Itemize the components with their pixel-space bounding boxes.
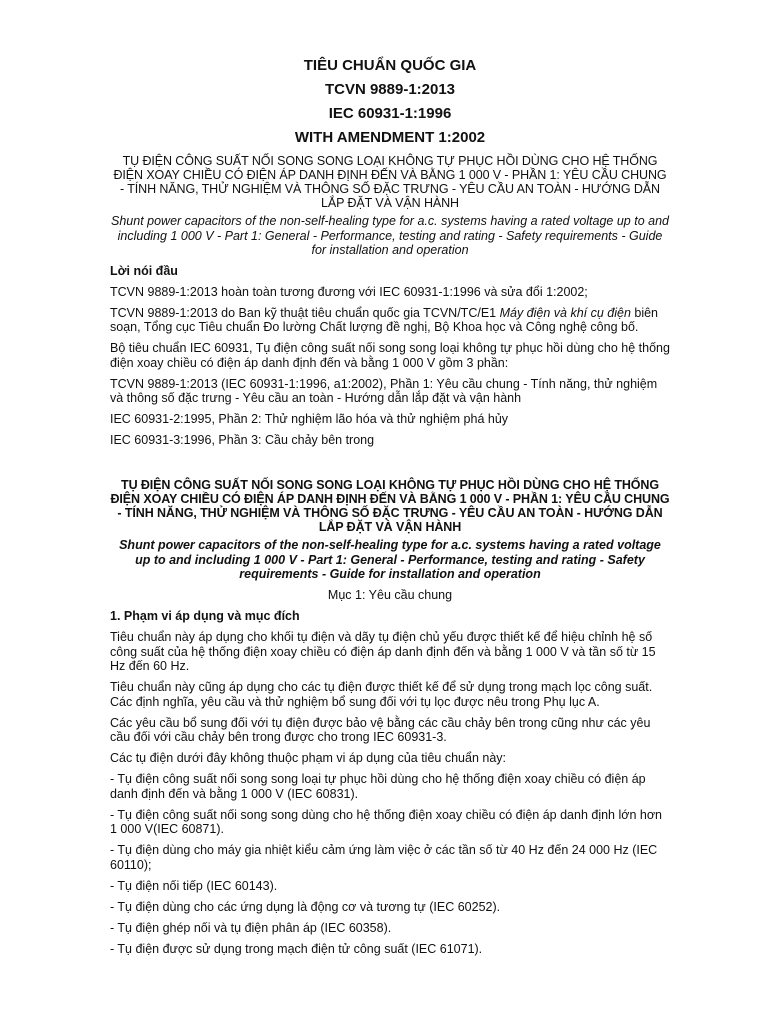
- scope-list-item: - Tụ điện dùng cho các ứng dụng là động cơ và tương tự (IEC 60252).: [110, 899, 501, 914]
- main-title-english: Shunt power capacitors of the non-self-healing type for a.c. systems having a rated voltage up to and including 1 000 V - Part 1: General - Performance, testing and rating - Safety requirements - Guide for installation and operation: [119, 538, 661, 581]
- foreword-heading: Lời nói đầu: [110, 263, 178, 278]
- scope-list-item: - Tụ điện công suất nối song song loại tự phục hồi dùng cho hệ thống điện xoay chiều có điện áp danh định đến và bằng 1 000 V (IEC 60831).: [110, 772, 646, 801]
- foreword-p2-end: biên soạn, Tổng cục Tiêu chuẩn Đo lường Chất lượng đề nghị, Bộ Khoa học và Công nghệ công bố.: [110, 305, 659, 334]
- scope-list-item: - Tụ điện nối tiếp (IEC 60143).: [110, 878, 278, 893]
- scope-paragraph-2: Tiêu chuẩn này cũng áp dụng cho các tụ điện được thiết kế để sử dụng trong mạch lọc công suất. Các định nghĩa, yêu cầu và thử nghiệm bổ sung đối với tụ lọc được nêu trong Phụ lục A.: [110, 680, 653, 709]
- scope-list-item: - Tụ điện dùng cho máy gia nhiệt kiểu cảm ứng làm việc ở các tần số từ 40 Hz đến 24 000 Hz (IEC 60110);: [110, 843, 658, 872]
- scope-list-item: - Tụ điện được sử dụng trong mạch điện tử công suất (IEC 61071).: [110, 941, 483, 956]
- scope-paragraph-3: Các yêu cầu bổ sung đối với tụ điện được bảo vệ bằng các cầu chảy bên trong cũng như các yêu cầu đối với cầu chảy bên trong được cho trong IEC 60931-3.: [110, 715, 651, 744]
- main-title-vietnamese: TỤ ĐIỆN CÔNG SUẤT NỐI SONG SONG LOẠI KHÔNG TỰ PHỤC HỒI DÙNG CHO HỆ THỐNG ĐIỆN XOAY CHIỀU CÓ ĐIỆN ÁP DANH ĐỊNH ĐẾN VÀ BẰNG 1 000 V - PHẦN 1: YÊU CẦU CHUNG - TÍNH NĂNG, THỬ NGHIỆM VÀ THÔNG SỐ ĐẶC TRƯNG - YÊU CẦU AN TOÀN - HƯỚNG DẪN LẮP ĐẶT VÀ VẬN HÀNH: [110, 478, 670, 534]
- header-amendment: WITH AMENDMENT 1:2002: [294, 129, 486, 146]
- title-vietnamese: TỤ ĐIỆN CÔNG SUẤT NỐI SONG SONG LOẠI KHÔNG TỰ PHỤC HỒI DÙNG CHO HỆ THỐNG ĐIỆN XOAY CHIỀU CÓ ĐIỆN ÁP DANH ĐỊNH ĐẾN VÀ BẰNG 1 000 V - PHẦN 1: YÊU CẦU CHUNG - TÍNH NĂNG, THỬ NGHIỆM VÀ THÔNG SỐ ĐẶC TRƯNG - YÊU CẦU AN TOÀN - HƯỚNG DẪN LẮP ĐẶT VÀ VẬN HÀNH: [113, 154, 667, 210]
- foreword-paragraph-6: IEC 60931-3:1996, Phần 3: Cầu chảy bên trong: [110, 433, 375, 447]
- spacer: [110, 454, 670, 472]
- header-iec-number: IEC 60931-1:1996: [328, 105, 452, 122]
- header-standard-type: TIÊU CHUẨN QUỐC GIA: [303, 57, 477, 74]
- foreword-paragraph-4: TCVN 9889-1:2013 (IEC 60931-1:1996, a1:2002), Phần 1: Yêu cầu chung - Tính năng, thử nghiệm và thông số đặc trưng - Yêu cầu an toàn - Hướng dẫn lắp đặt và vận hành: [110, 376, 658, 405]
- header-tcvn-number: TCVN 9889-1:2013: [324, 81, 456, 98]
- scope-heading: 1. Phạm vi áp dụng và mục đích: [110, 609, 300, 623]
- foreword-p2-committee: Máy điện và khí cụ điện: [499, 305, 631, 320]
- foreword-paragraph-3: Bộ tiêu chuẩn IEC 60931, Tụ điện công suất nối song song loại không tự phục hồi dùng cho hệ thống điện xoay chiều có điện áp danh định đến và bằng 1 000 V gồm 3 phần:: [110, 341, 670, 370]
- foreword-paragraph-1: TCVN 9889-1:2013 hoàn toàn tương đương với IEC 60931-1:1996 và sửa đổi 1:2002;: [110, 284, 588, 299]
- foreword-paragraph-5: IEC 60931-2:1995, Phần 2: Thử nghiệm lão hóa và thử nghiệm phá hủy: [110, 412, 509, 426]
- scope-list-item: - Tụ điện ghép nối và tụ điện phân áp (IEC 60358).: [110, 920, 392, 935]
- foreword-p2-start: TCVN 9889-1:2013 do Ban kỹ thuật tiêu chuẩn quốc gia TCVN/TC/E1: [110, 305, 500, 320]
- scope-paragraph-1: Tiêu chuẩn này áp dụng cho khối tụ điện và dãy tụ điện chủ yếu được thiết kế để hiệu chỉnh hệ số công suất của hệ thống điện xoay chiều có điện áp danh định đến và bằng 1 000 V và tần số từ 15 Hz đến 60 Hz.: [110, 630, 656, 673]
- title-english: Shunt power capacitors of the non-self-healing type for a.c. systems having a rated voltage up to and including 1 000 V - Part 1: General - Performance, testing and rating - Safety requirements - Guide for installation and operation: [111, 214, 669, 257]
- foreword-paragraph-2: [110, 306, 670, 335]
- scope-paragraph-4: Các tụ điện dưới đây không thuộc phạm vi áp dụng của tiêu chuẩn này:: [110, 751, 506, 765]
- section-label: Mục 1: Yêu cầu chung: [327, 587, 453, 602]
- scope-list-item: - Tụ điện công suất nối song song dùng cho hệ thống điện xoay chiều có điện áp danh định lớn hơn 1 000 V(IEC 60871).: [110, 807, 662, 836]
